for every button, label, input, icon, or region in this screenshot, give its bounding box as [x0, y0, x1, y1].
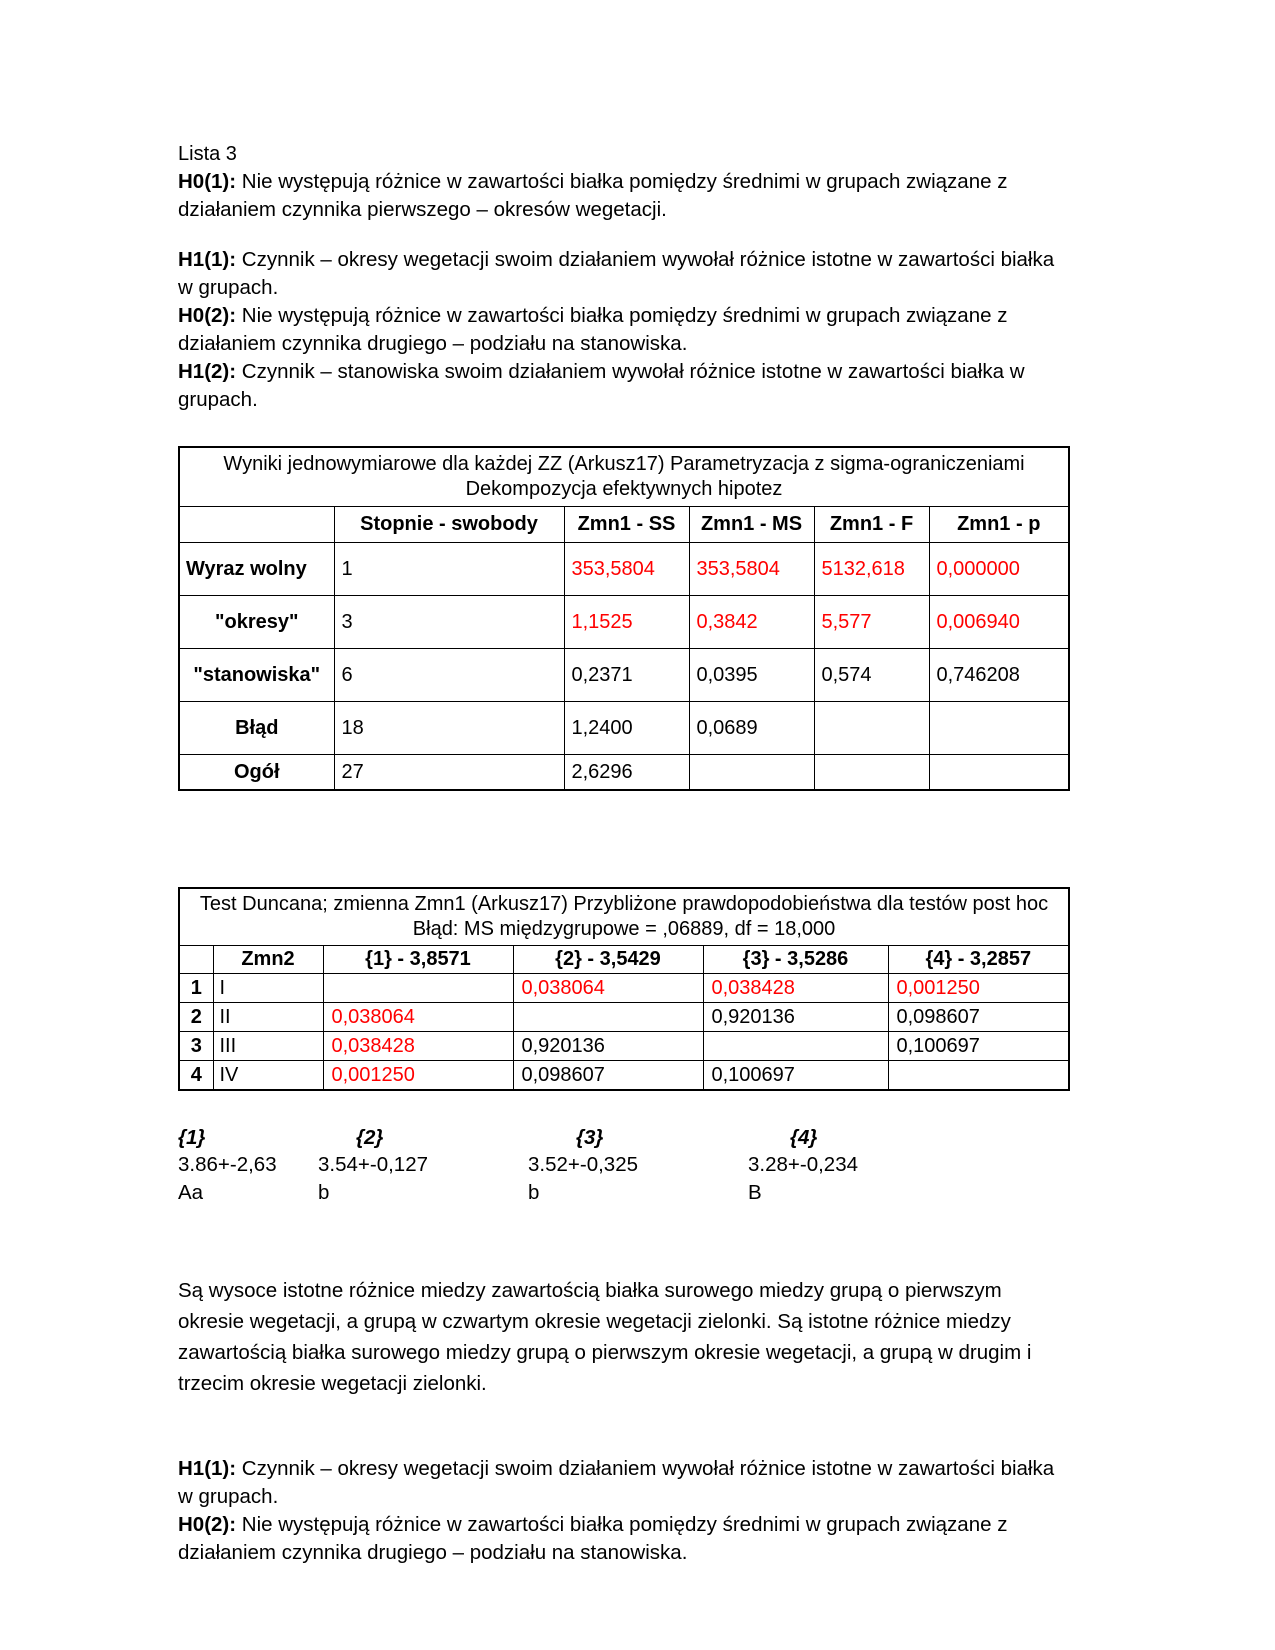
anova-row-label: Wyraz wolny [179, 543, 334, 596]
anova-cell-ms: 353,5804 [689, 543, 814, 596]
anova-row-label: Ogół [179, 755, 334, 791]
duncan-cell-g3: 0,038428 [703, 974, 888, 1003]
anova-row-label: "okresy" [179, 596, 334, 649]
duncan-col-g4: {4} - 3,2857 [888, 946, 1069, 974]
anova-cell-ms: 0,0689 [689, 702, 814, 755]
anova-col-p: Zmn1 - p [929, 507, 1069, 543]
document-content [178, 140, 1068, 1567]
anova-cell-ms: 0,0395 [689, 649, 814, 702]
hypothesis-h1-1 [178, 246, 1068, 302]
table-row [179, 649, 1069, 702]
anova-cell-ms [689, 755, 814, 791]
anova-cell-df: 1 [334, 543, 564, 596]
group-mean-1-value: 3.86+-2,63 [178, 1153, 277, 1176]
anova-cell-ms: 0,3842 [689, 596, 814, 649]
hypothesis-bottom-h1-1-text: Czynnik – okresy wegetacji swoim działaniem wywołał różnice istotne w zawartości białka w grupach. [178, 1457, 1055, 1508]
anova-results-table [178, 446, 1070, 791]
duncan-cell-g4: 0,098607 [888, 1003, 1069, 1032]
duncan-cell-g4: 0,100697 [888, 1032, 1069, 1061]
group-mean-2-label: {2} [356, 1126, 384, 1149]
duncan-row-index: 1 [179, 974, 213, 1003]
anova-cell-df: 18 [334, 702, 564, 755]
group-means-summary [178, 1125, 1068, 1229]
anova-cell-p: 0,746208 [929, 649, 1069, 702]
duncan-row-index: 4 [179, 1061, 213, 1091]
group-mean-3-value: 3.52+-0,325 [528, 1153, 638, 1176]
anova-cell-p [929, 702, 1069, 755]
anova-cell-ss: 1,1525 [564, 596, 689, 649]
hypothesis-h0-2-text: Nie występują różnice w zawartości białka pomiędzy średnimi w grupach związane z działaniem czynnika drugiego – podziału na stanowiska. [178, 304, 1008, 355]
hypothesis-h0-1-tag: H0(1): [178, 170, 237, 193]
anova-cell-f: 5,577 [814, 596, 929, 649]
duncan-caption: Test Duncana; zmienna Zmn1 (Arkusz17) Przybliżone prawdopodobieństwa dla testów post hoc Błąd: MS międzygrupowe = ,06889, df = 18,000 [179, 888, 1069, 946]
hypothesis-bottom-h0-2 [178, 1511, 1068, 1567]
duncan-cell-g3: 0,100697 [703, 1061, 888, 1091]
conclusion-paragraph: Są wysoce istotne różnice miedzy zawartością białka surowego miedzy grupą o pierwszym okresie wegetacji, a grupą w czwartym okresie wegetacji zielonki. Są istotne różnice miedzy zawartością białka surowego miedzy grupą o pierwszym okresie wegetacji, a grupą w drugim i trzecim okresie wegetacji zielonki. [178, 1279, 1032, 1395]
table-row [179, 755, 1069, 791]
duncan-header-row [179, 946, 1069, 974]
table-row [179, 596, 1069, 649]
table-row [179, 1003, 1069, 1032]
group-mean-1-label: {1} [178, 1126, 206, 1149]
group-mean-4-label: {4} [790, 1126, 818, 1149]
duncan-cell-g3 [703, 1032, 888, 1061]
duncan-row-group: II [213, 1003, 323, 1032]
table-row [179, 702, 1069, 755]
anova-header-row [179, 507, 1069, 543]
hypothesis-bottom-h1-1-tag: H1(1): [178, 1457, 237, 1480]
anova-col-ss: Zmn1 - SS [564, 507, 689, 543]
duncan-cell-g2: 0,098607 [513, 1061, 703, 1091]
duncan-cell-g1 [323, 974, 513, 1003]
anova-row-label: "stanowiska" [179, 649, 334, 702]
hypothesis-bottom-h0-2-text: Nie występują różnice w zawartości białka pomiędzy średnimi w grupach związane z działaniem czynnika drugiego – podziału na stanowiska. [178, 1513, 1008, 1564]
table-row [179, 1061, 1069, 1091]
anova-col-ms: Zmn1 - MS [689, 507, 814, 543]
anova-row-label: Błąd [179, 702, 334, 755]
group-mean-3 [528, 1125, 638, 1207]
duncan-col-g2: {2} - 3,5429 [513, 946, 703, 974]
group-mean-3-label: {3} [576, 1126, 604, 1149]
anova-cell-f [814, 702, 929, 755]
anova-col-df: Stopnie - swobody [334, 507, 564, 543]
duncan-cell-g3: 0,920136 [703, 1003, 888, 1032]
duncan-row-index: 2 [179, 1003, 213, 1032]
anova-cell-ss: 0,2371 [564, 649, 689, 702]
duncan-col-zmn2: Zmn2 [213, 946, 323, 974]
duncan-cell-g2 [513, 1003, 703, 1032]
anova-cell-ss: 2,6296 [564, 755, 689, 791]
duncan-row-group: III [213, 1032, 323, 1061]
duncan-cell-g2: 0,038064 [513, 974, 703, 1003]
duncan-row-group: IV [213, 1061, 323, 1091]
group-mean-2 [318, 1125, 428, 1207]
duncan-cell-g1: 0,001250 [323, 1061, 513, 1091]
hypothesis-h1-2 [178, 358, 1068, 414]
anova-cell-ss: 353,5804 [564, 543, 689, 596]
anova-cell-df: 6 [334, 649, 564, 702]
anova-cell-p: 0,006940 [929, 596, 1069, 649]
duncan-cell-g4 [888, 1061, 1069, 1091]
duncan-cell-g2: 0,920136 [513, 1032, 703, 1061]
group-mean-4-letter: B [748, 1181, 762, 1204]
duncan-row-index: 3 [179, 1032, 213, 1061]
table-row [179, 543, 1069, 596]
hypothesis-h1-2-text: Czynnik – stanowiska swoim działaniem wywołał różnice istotne w zawartości białka w grupach. [178, 360, 1025, 411]
group-mean-3-letter: b [528, 1181, 540, 1204]
hypothesis-h1-1-text: Czynnik – okresy wegetacji swoim działaniem wywołał różnice istotne w zawartości białka w grupach. [178, 248, 1055, 299]
anova-cell-df: 27 [334, 755, 564, 791]
duncan-col-g1: {1} - 3,8571 [323, 946, 513, 974]
anova-cell-p [929, 755, 1069, 791]
group-mean-4 [748, 1125, 858, 1207]
table-row [179, 1032, 1069, 1061]
duncan-col-index [179, 946, 213, 974]
duncan-caption-row [179, 888, 1069, 946]
group-mean-4-value: 3.28+-0,234 [748, 1153, 858, 1176]
hypothesis-h0-1-text: Nie występują różnice w zawartości białka pomiędzy średnimi w grupach związane z działaniem czynnika pierwszego – okresów wegetacji. [178, 170, 1008, 221]
group-mean-1-letter: Aa [178, 1181, 204, 1204]
anova-caption: Wyniki jednowymiarowe dla każdej ZZ (Arkusz17) Parametryzacja z sigma-ograniczeniami Dekompozycja efektywnych hipotez [179, 447, 1069, 507]
hypothesis-h0-1 [178, 168, 1068, 224]
duncan-test-table [178, 887, 1070, 1091]
table-row [179, 974, 1069, 1003]
duncan-cell-g4: 0,001250 [888, 974, 1069, 1003]
hypothesis-h0-2 [178, 302, 1068, 358]
hypothesis-h0-2-tag: H0(2): [178, 304, 237, 327]
anova-col-blank [179, 507, 334, 543]
anova-cell-f: 0,574 [814, 649, 929, 702]
anova-cell-f: 5132,618 [814, 543, 929, 596]
anova-cell-p: 0,000000 [929, 543, 1069, 596]
anova-caption-row [179, 447, 1069, 507]
duncan-cell-g1: 0,038064 [323, 1003, 513, 1032]
anova-cell-ss: 1,2400 [564, 702, 689, 755]
hypothesis-h1-2-tag: H1(2): [178, 360, 237, 383]
hypothesis-bottom-h1-1 [178, 1455, 1068, 1511]
anova-cell-df: 3 [334, 596, 564, 649]
page-title: Lista 3 [178, 143, 237, 165]
group-mean-2-value: 3.54+-0,127 [318, 1153, 428, 1176]
hypothesis-bottom-h0-2-tag: H0(2): [178, 1513, 237, 1536]
duncan-row-group: I [213, 974, 323, 1003]
hypothesis-h1-1-tag: H1(1): [178, 248, 237, 271]
group-mean-2-letter: b [318, 1181, 330, 1204]
duncan-cell-g1: 0,038428 [323, 1032, 513, 1061]
duncan-col-g3: {3} - 3,5286 [703, 946, 888, 974]
anova-col-f: Zmn1 - F [814, 507, 929, 543]
group-mean-1 [178, 1125, 277, 1207]
anova-cell-f [814, 755, 929, 791]
